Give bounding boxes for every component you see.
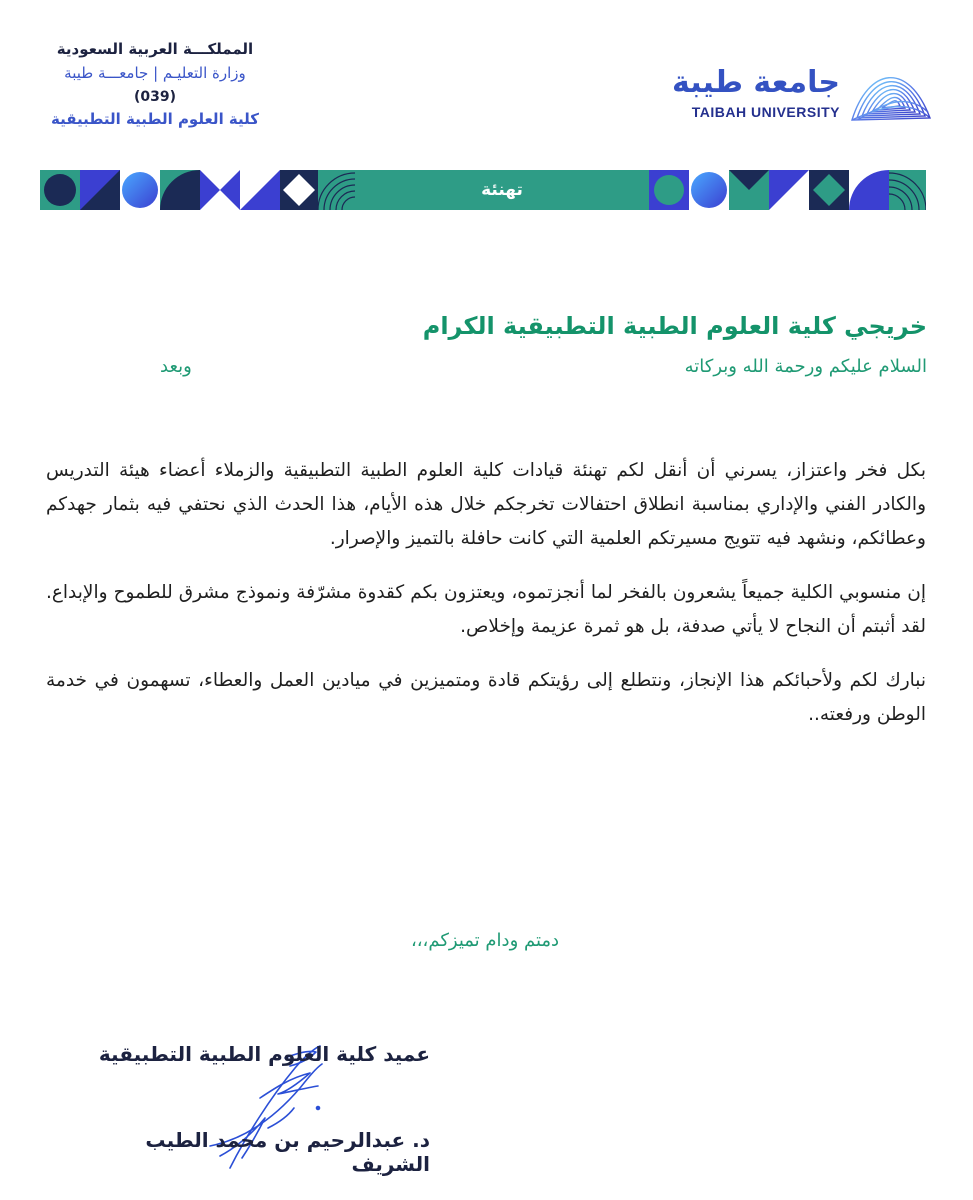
college-name: كلية العلوم الطبية التطبيقية [51, 110, 259, 128]
university-logo [670, 58, 940, 130]
letter-paragraph: نبارك لكم ولأحبائكم هذا الإنجاز، ونتطلع إلى رؤيتكم قادة ومتميزين في ميادين العمل والعطاء، تسهمون في خدمة الوطن ورفعته.. [46, 670, 926, 725]
ministry-header [40, 38, 270, 130]
signatory-title: عميد كلية العلوم الطبية التطبيقية [98, 1042, 430, 1066]
ministry-university: وزارة التعليـم | جامعـــة طيبة [64, 64, 246, 82]
reference-number: (039) [133, 89, 177, 105]
logo-arabic-name: جامعة طيبة [672, 65, 840, 100]
letter-after-greeting: وبعد [160, 356, 192, 377]
letter-body [46, 454, 926, 752]
letter-closing: دمتم ودام تميزكم،،، [410, 930, 560, 951]
decorative-banner [40, 170, 926, 210]
letter-greeting: السلام عليكم ورحمة الله وبركاته [684, 356, 927, 377]
university-emblem-icon [848, 58, 934, 126]
letter-recipient: خريجي كلية العلوم الطبية التطبيقية الكرام [422, 312, 927, 340]
letter-paragraph: إن منسوبي الكلية جميعاً يشعرون بالفخر لما أنجزتموه، ويعتزون بكم كقدوة مشرّفة ونموذج مشرق للطموح والإبداع. لقد أثبتم أن النجاح لا يأتي صدفة، بل هو ثمرة عزيمة وإخلاص. [46, 582, 926, 637]
letter-paragraph: بكل فخر واعتزاز، يسرني أن أنقل لكم تهنئة قيادات كلية العلوم الطبية التطبيقية والزملاء أعضاء هيئة التدريس والكادر الفني والإداري بمناسبة انطلاق احتفالات تخرجكم خلال هذه الأيام، هذا الحدث الذي نحتفي فيه بثمار جهدكم وعطائكم، ونشهد فيه تتويج مسيرتكم العلمية التي كانت حافلة بالتميز والإصرار. [46, 460, 926, 549]
banner-title: تهنئة [481, 180, 523, 200]
signatory-name: د. عبدالرحيم بن محمد الطيب الشريف [145, 1128, 430, 1176]
logo-english-name: TAIBAH UNIVERSITY [691, 104, 840, 120]
kingdom-name: المملكـــة العربية السعودية [56, 40, 254, 58]
